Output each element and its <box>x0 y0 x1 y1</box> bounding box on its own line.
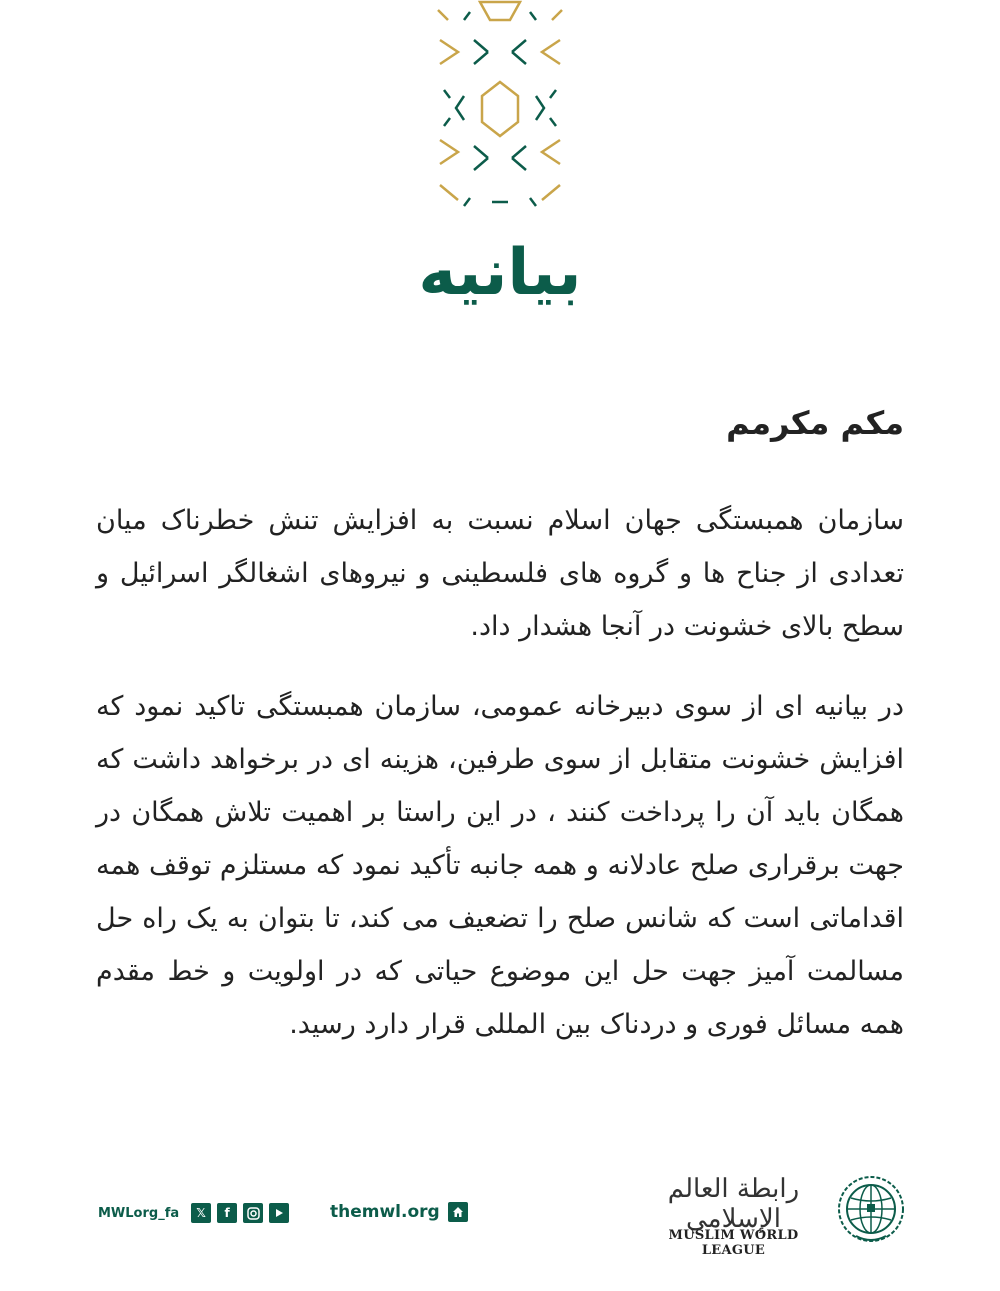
x-icon[interactable]: 𝕏 <box>191 1203 211 1223</box>
paragraph-1: سازمان همبستگی جهان اسلام نسبت به افزایش تنش خطرناک میان تعدادی از جناح ها و گروه های فلسطینی و نیروهای اشغالگر اسرائیل و سطح بالای خشونت در آنجا هشدار داد. <box>96 505 904 642</box>
youtube-icon[interactable] <box>269 1203 289 1223</box>
social-links <box>98 1203 289 1223</box>
geometric-ornament <box>430 0 570 210</box>
page-title: بیانیه <box>418 236 582 310</box>
logo-arabic-text: رابطة العالم الإسلامي <box>667 1174 800 1234</box>
website-link[interactable] <box>330 1202 468 1222</box>
home-icon[interactable] <box>448 1202 468 1222</box>
globe-emblem-icon <box>836 1174 906 1244</box>
logo-english-text: MUSLIM WORLD LEAGUE <box>668 1228 799 1258</box>
social-handle[interactable]: MWLorg_fa <box>98 1205 180 1221</box>
mwl-logo <box>636 1172 906 1258</box>
salutation: مکم مکرمم <box>726 404 904 442</box>
paragraph-2: در بیانیه ای از سوی دبیرخانه عمومی، سازمان همبستگی تاکید نمود که افزایش خشونت متقابل از سوی طرفین، هزینه ای در برخواهد داشت که همگان باید آن را پرداخت کنند ، در این راستا بر اهمیت تلاش همگان در جهت برقراری صلح عادلانه و همه جانبه تأکید نمود که مستلزم توقف همه اقداماتی است که شانس صلح را تضعیف می کند، تا بتوان به یک راه حل مسالمت آمیز جهت حل این موضوع حیاتی که در اولویت و خط مقدم همه مسائل فوری و دردناک بین المللی قرار دارد رسید. <box>96 691 904 1040</box>
instagram-icon[interactable] <box>243 1203 263 1223</box>
facebook-icon[interactable]: f <box>217 1203 237 1223</box>
website-url[interactable]: themwl.org <box>330 1202 440 1222</box>
